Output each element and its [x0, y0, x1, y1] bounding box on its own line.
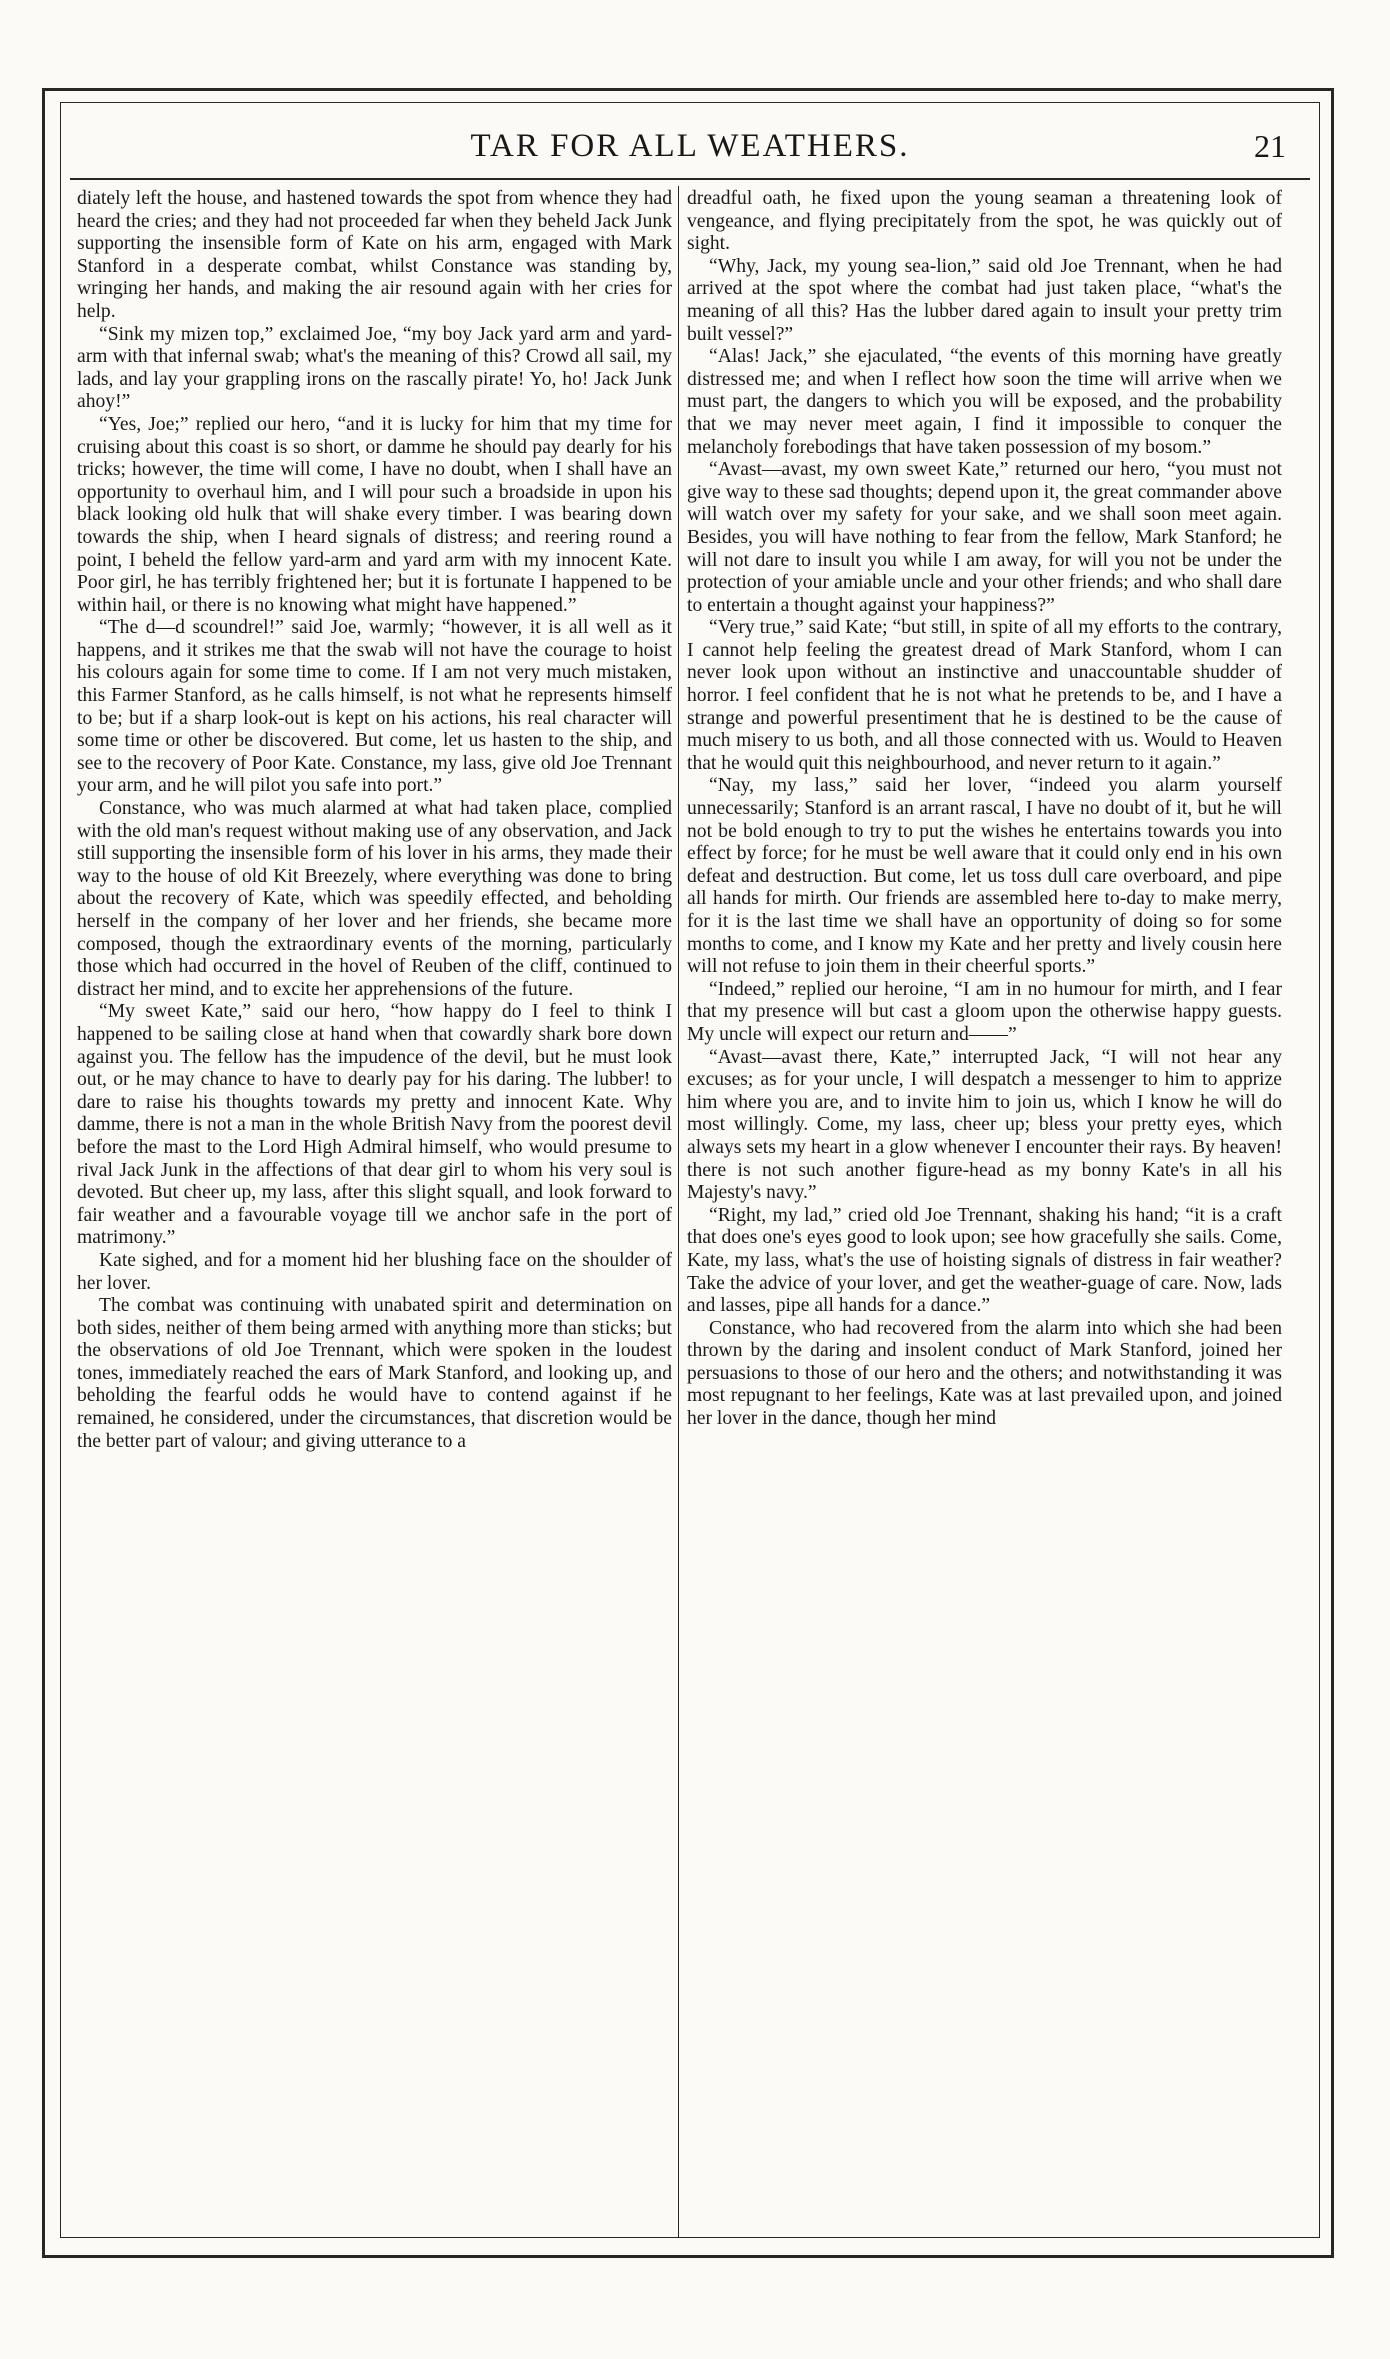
paragraph: “Very true,” said Kate; “but still, in spite of all my efforts to the contrary, I cannot help feeling the greatest dread of Mark Stanford, whom I can never look upon without an instinctive and unaccountable shudder of horror. I feel confident that he is not what he pretends to be, and I have a strange and powerful presentiment that he is destined to be the cause of much misery to us both, and all those connected with us. Would to Heaven that he would quit this neighbourhood, and never return to it again.”	[687, 617, 1282, 774]
paragraph: “Avast—avast, my own sweet Kate,” returned our hero, “you must not give way to these sad thoughts; depend upon it, the great commander above will watch over my safety for your sake, and we shall soon meet again. Besides, you will have nothing to fear from the fellow, Mark Stanford; he will not dare to insult you while I am away, for will you not be under the protection of your amiable uncle and your other friends; and who shall dare to entertain a thought against your happiness?”	[687, 459, 1282, 616]
paragraph: The combat was continuing with unabated spirit and determination on both sides, neither of them being armed with anything more than sticks; but the observations of old Joe Trennant, which were spoken in the loudest tones, immediately reached the ears of Mark Stanford, and looking up, and beholding the fearful odds he would have to contend against if he remained, he considered, under the circumstances, that discretion would be the better part of valour; and giving utterance to a	[77, 1295, 672, 1452]
running-head: TAR FOR ALL WEATHERS.	[470, 128, 910, 164]
paragraph: “Avast—avast there, Kate,” interrupted Jack, “I will not hear any excuses; as for your uncle, I will despatch a messenger to him to apprize him where you are, and to invite him to join us, which I know he will do most willingly. Come, my lass, cheer up; bless your pretty eyes, which always sets my heart in a glow whenever I encounter their rays. By heaven! there is not such another figure-head as my bonny Kate's in all his Majesty's navy.”	[687, 1046, 1282, 1204]
page-header	[70, 120, 1310, 172]
paragraph: “Yes, Joe;” replied our hero, “and it is lucky for him that my time for cruising about this coast is so short, or damme he should pay dearly for his tricks; however, the time will come, I have no doubt, when I shall have an opportunity to overhaul him, and I will pour such a broadside in upon his black looking old hulk that will shake every timber. I was bearing down towards the ship, when I heard signals of distress; and reering round a point, I beheld the fellow yard-arm and yard arm with my innocent Kate. Poor girl, he has terribly frightened her; but it is fortunate I happened to be within hail, or there is no knowing what might have happened.”	[77, 413, 672, 616]
header-rule	[70, 178, 1310, 180]
paragraph: Constance, who was much alarmed at what had taken place, complied with the old man's request without making use of any observation, and Jack still supporting the insensible form of his lover in his arms, they made their way to the house of old Kit Breezely, where everything was done to bring about the recovery of Kate, which was speedily effected, and beholding herself in the company of her lover and her friends, she became more composed, though the extraordinary events of the morning, particularly those which had occurred in the hovel of Reuben of the cliff, continued to distract her mind, and to excite her apprehensions of the future.	[77, 798, 672, 1000]
right-column	[687, 188, 1282, 2238]
paragraph: Constance, who had recovered from the alarm into which she had been thrown by the daring and insolent conduct of Mark Stanford, joined her persuasions to those of our hero and the others; and notwithstanding it was most repugnant to her feelings, Kate was at last prevailed upon, and joined her lover in the dance, though her mind	[687, 1317, 1282, 1430]
paragraph: “Sink my mizen top,” exclaimed Joe, “my boy Jack yard arm and yard-arm with that infernal swab; what's the meaning of this? Crowd all sail, my lads, and lay your grappling irons on the rascally pirate! Yo, ho! Jack Junk ahoy!”	[77, 323, 672, 413]
paragraph: “The d—d scoundrel!” said Joe, warmly; “however, it is all well as it happens, and it strikes me that the swab will not have the courage to hoist his colours again for some time to come. If I am not very much mistaken, this Farmer Stanford, as he calls himself, is not what he represents himself to be; but if a sharp look-out is kept on his actions, his real character will some time or other be discovered. But come, let us hasten to the ship, and see to the recovery of Poor Kate. Constance, my lass, give old Joe Trennant your arm, and he will pilot you safe into port.”	[77, 617, 672, 797]
paragraph: diately left the house, and hastened towards the spot from whence they had heard the cries; and they had not proceeded far when they beheld Jack Junk supporting the insensible form of Kate on his arm, engaged with Mark Stanford in a desperate combat, whilst Constance was standing by, wringing her hands, and making the air resound again with her cries for help.	[77, 188, 672, 322]
paragraph: “Why, Jack, my young sea-lion,” said old Joe Trennant, when he had arrived at the spot where the combat had just taken place, “what's the meaning of all this? Has the lubber dared again to insult your pretty trim built vessel?”	[687, 255, 1282, 345]
page-number: 21	[1254, 128, 1286, 164]
paragraph: “Alas! Jack,” she ejaculated, “the events of this morning have greatly distressed me; and when I reflect how soon the time will arrive when we must part, the dangers to which you will be exposed, and the probability that we may never meet again, I find it impossible to conquer the melancholy forebodings that have taken possession of my bosom.”	[687, 346, 1282, 458]
paragraph: dreadful oath, he fixed upon the young seaman a threatening look of vengeance, and flying precipitately from the spot, he was quickly out of sight.	[687, 188, 1282, 255]
paragraph: “Nay, my lass,” said her lover, “indeed you alarm yourself unnecessarily; Stanford is an arrant rascal, I have no doubt of it, but he will not be bold enough to try to put the wishes he entertains towards you into effect by force; for he must be well aware that it could only end in his own defeat and destruction. But come, let us toss dull care overboard, and pipe all hands for mirth. Our friends are assembled here to-day to make merry, for it is the last time we shall have an opportunity of doing so for some months to come, and I know my Kate and her pretty and lively cousin here will not refuse to join them in their cheerful sports.”	[687, 775, 1282, 978]
paragraph: Kate sighed, and for a moment hid her blushing face on the shoulder of her lover.	[77, 1249, 672, 1294]
left-column	[77, 188, 672, 2238]
paragraph: “My sweet Kate,” said our hero, “how happy do I feel to think I happened to be sailing close at hand when that cowardly shark bore down against you. The fellow has the impudence of the devil, but he must look out, or he may chance to have to dearly pay for his daring. The lubber! to dare to raise his thoughts towards my pretty and innocent Kate. Why damme, there is not a man in the whole British Navy from the poorest devil before the mast to the Lord High Admiral himself, who would presume to rival Jack Junk in the affections of that dear girl to whom his very soul is devoted. But cheer up, my lass, after this slight squall, and look forward to fair weather and a favourable voyage till we anchor safe in the port of matrimony.”	[77, 1001, 672, 1249]
paragraph: “Indeed,” replied our heroine, “I am in no humour for mirth, and I fear that my presence will but cast a gloom upon the otherwise happy guests. My uncle will expect our return and——”	[687, 978, 1282, 1045]
column-divider	[678, 186, 679, 2238]
paragraph: “Right, my lad,” cried old Joe Trennant, shaking his hand; “it is a craft that does one's eyes good to look upon; see how gracefully she sails. Come, Kate, my lass, what's the use of hoisting signals of distress in fair weather? Take the advice of your lover, and get the weather-guage of care. Now, lads and lasses, pipe all hands for a dance.”	[687, 1204, 1282, 1317]
